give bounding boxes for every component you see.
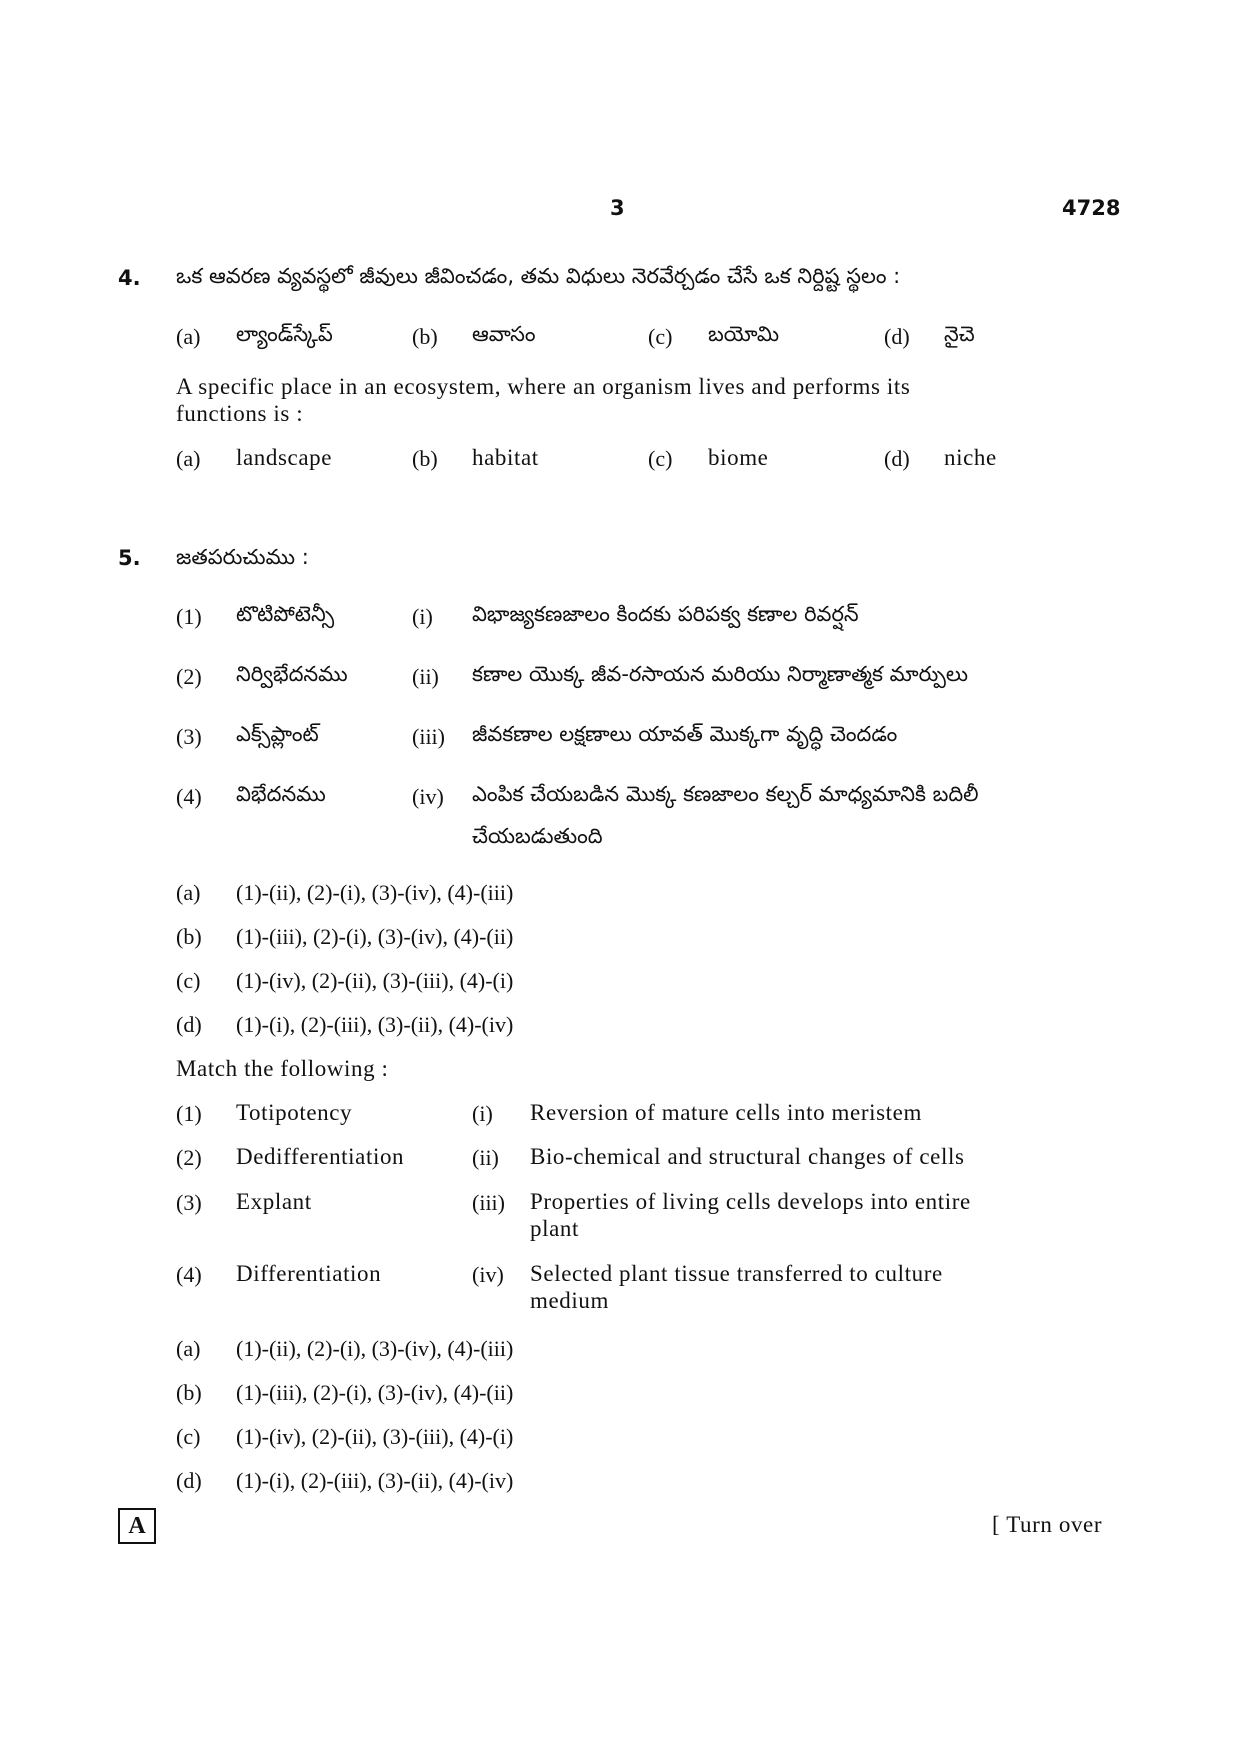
q5-telugu-row-1-num: (1) xyxy=(176,604,202,629)
q4-telugu-option-a-label: (a) xyxy=(176,324,201,349)
q4-telugu-option-d: నైచె xyxy=(944,322,975,346)
q5-telugu-row-2-desc: కణాల యొక్క జీవ-రసాయన మరియు నిర్మాణాత్మక మార్పులు xyxy=(472,662,969,686)
question-4-number: 4. xyxy=(118,266,141,290)
q5-telugu-answer-a-label: (a) xyxy=(176,880,201,905)
q5-english-answer-c: (1)-(iv), (2)-(ii), (3)-(iii), (4)-(i) xyxy=(236,1424,514,1449)
q5-telugu-row-2-term: నిర్విభేదనము xyxy=(236,662,348,686)
q4-telugu-option-d-label: (d) xyxy=(884,324,910,349)
q5-telugu-answer-a: (1)-(ii), (2)-(i), (3)-(iv), (4)-(iii) xyxy=(236,880,514,905)
set-code-box: A xyxy=(118,1508,156,1544)
q4-telugu-option-c-label: (c) xyxy=(648,324,673,349)
q5-english-answer-a-label: (a) xyxy=(176,1336,201,1361)
q5-telugu-row-1-term: టొటిపోటెన్సీ xyxy=(236,602,335,626)
q4-english-option-c: biome xyxy=(708,445,769,470)
q5-english-row-3-desc-cont: plant xyxy=(530,1216,579,1241)
question-5-english-heading: Match the following : xyxy=(176,1056,389,1081)
q5-english-row-2-roman: (ii) xyxy=(472,1145,499,1170)
q5-english-row-2-desc: Bio-chemical and structural changes of cells xyxy=(530,1144,965,1169)
q5-english-row-4-desc-cont: medium xyxy=(530,1288,609,1313)
question-4-telugu: ఒక ఆవరణ వ్యవస్థలో జీవులు జీవించడం, తమ విధులు నెరవేర్చడం చేసే ఒక నిర్దిష్ట స్థలం : xyxy=(176,264,901,288)
q5-telugu-row-3-roman: (iii) xyxy=(412,724,445,749)
q5-english-row-2-term: Dedifferentiation xyxy=(236,1144,405,1169)
q5-english-row-4-desc: Selected plant tissue transferred to culture xyxy=(530,1261,943,1286)
q5-telugu-row-4-num: (4) xyxy=(176,784,202,809)
q4-telugu-option-c: బయోమి xyxy=(708,322,780,346)
question-4-english-line2: functions is : xyxy=(176,401,304,426)
q5-english-row-1-num: (1) xyxy=(176,1101,202,1126)
q5-telugu-row-4-desc: ఎంపిక చేయబడిన మొక్క కణజాలం కల్చర్ మాధ్యమానికి బదిలీ xyxy=(472,782,979,806)
q5-telugu-row-3-num: (3) xyxy=(176,724,202,749)
q5-english-row-3-roman: (iii) xyxy=(472,1190,505,1215)
q5-english-answer-c-label: (c) xyxy=(176,1424,201,1449)
q5-english-row-3-term: Explant xyxy=(236,1189,312,1214)
q5-english-row-1-roman: (i) xyxy=(472,1101,493,1126)
q5-telugu-answer-b-label: (b) xyxy=(176,924,202,949)
q4-english-option-b: habitat xyxy=(472,445,539,470)
page-number: 3 xyxy=(610,196,625,220)
q5-english-row-1-desc: Reversion of mature cells into meristem xyxy=(530,1100,922,1125)
question-4-english-line1: A specific place in an ecosystem, where an organism lives and performs its xyxy=(176,374,911,399)
q5-english-row-3-desc: Properties of living cells develops into entire xyxy=(530,1189,971,1214)
q5-telugu-answer-d: (1)-(i), (2)-(iii), (3)-(ii), (4)-(iv) xyxy=(236,1012,514,1037)
q5-english-row-1-term: Totipotency xyxy=(236,1100,353,1125)
q5-telugu-row-4-term: విభేదనము xyxy=(236,782,326,806)
q4-telugu-option-a: ల్యాండ్‌స్కేప్ xyxy=(236,322,333,346)
q5-telugu-answer-b: (1)-(iii), (2)-(i), (3)-(iv), (4)-(ii) xyxy=(236,924,514,949)
q4-telugu-option-b: ఆవాసం xyxy=(472,322,536,346)
q5-telugu-row-3-term: ఎక్స్‌ప్లాంట్ xyxy=(236,722,319,746)
q5-telugu-row-1-roman: (i) xyxy=(412,604,433,629)
q5-telugu-answer-d-label: (d) xyxy=(176,1012,202,1037)
q4-english-option-a-label: (a) xyxy=(176,446,201,471)
q5-english-answer-d: (1)-(i), (2)-(iii), (3)-(ii), (4)-(iv) xyxy=(236,1468,514,1493)
q5-english-row-3-num: (3) xyxy=(176,1190,202,1215)
q5-english-answer-a: (1)-(ii), (2)-(i), (3)-(iv), (4)-(iii) xyxy=(236,1336,514,1361)
q5-telugu-row-1-desc: విభాజ్యకణజాలం కిందకు పరిపక్వ కణాల రివర్షన్ xyxy=(472,602,859,626)
q5-telugu-answer-c-label: (c) xyxy=(176,968,201,993)
q5-english-row-4-roman: (iv) xyxy=(472,1262,504,1287)
q4-english-option-b-label: (b) xyxy=(412,446,438,471)
question-5-number: 5. xyxy=(118,546,141,570)
q5-telugu-row-2-num: (2) xyxy=(176,664,202,689)
q4-english-option-a: landscape xyxy=(236,445,333,470)
q5-telugu-row-4-desc-cont: చేయబడుతుంది xyxy=(472,824,603,848)
q5-telugu-row-2-roman: (ii) xyxy=(412,664,439,689)
turn-over-note: [ Turn over xyxy=(992,1512,1103,1537)
question-5-telugu-heading: జతపరుచుము : xyxy=(176,545,309,569)
q4-english-option-c-label: (c) xyxy=(648,446,673,471)
q4-english-option-d-label: (d) xyxy=(884,446,910,471)
q5-english-row-4-num: (4) xyxy=(176,1262,202,1287)
q5-telugu-row-4-roman: (iv) xyxy=(412,784,444,809)
q5-english-row-4-term: Differentiation xyxy=(236,1261,382,1286)
paper-code: 4728 xyxy=(1062,196,1121,220)
q4-english-option-d: niche xyxy=(944,445,997,470)
q5-english-answer-b-label: (b) xyxy=(176,1380,202,1405)
q5-english-row-2-num: (2) xyxy=(176,1145,202,1170)
q5-english-answer-d-label: (d) xyxy=(176,1468,202,1493)
q5-telugu-row-3-desc: జీవకణాల లక్షణాలు యావత్ మొక్కగా వృద్ధి చెందడం xyxy=(472,722,898,746)
q5-telugu-answer-c: (1)-(iv), (2)-(ii), (3)-(iii), (4)-(i) xyxy=(236,968,514,993)
q5-english-answer-b: (1)-(iii), (2)-(i), (3)-(iv), (4)-(ii) xyxy=(236,1380,514,1405)
q4-telugu-option-b-label: (b) xyxy=(412,324,438,349)
